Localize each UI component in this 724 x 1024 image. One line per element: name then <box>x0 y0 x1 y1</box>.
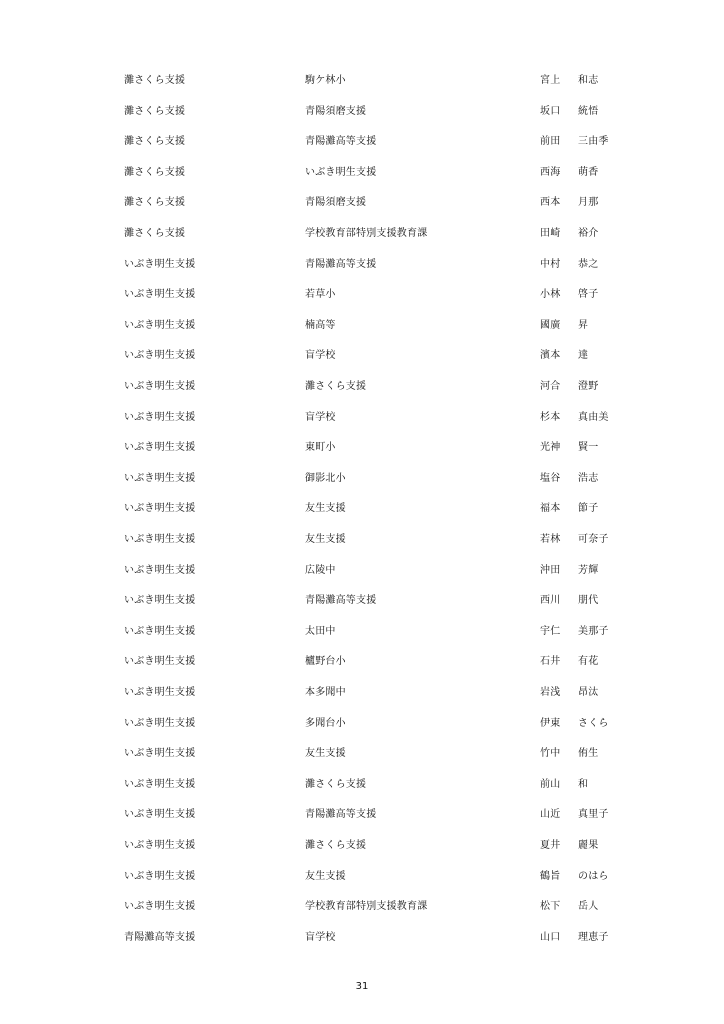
table-row <box>0 652 724 672</box>
new-assignment-cell: 友生支援 <box>305 534 346 545</box>
given-name-cell: 朋代 <box>578 595 599 607</box>
given-name-cell: 賢一 <box>578 442 599 454</box>
new-assignment-cell: 御影北小 <box>305 472 346 484</box>
previous-school-cell: いぶき明生支援 <box>124 840 196 851</box>
new-assignment-cell: 灘さくら支援 <box>305 778 367 790</box>
previous-school-cell: 灘さくら支援 <box>124 228 186 239</box>
table-row <box>0 377 724 397</box>
family-name-cell: 小林 <box>540 289 561 301</box>
table-row <box>0 836 724 856</box>
table-row <box>0 928 724 948</box>
given-name-cell: 澄野 <box>578 381 599 392</box>
previous-school-cell: いぶき明生支援 <box>124 289 196 301</box>
previous-school-cell: いぶき明生支援 <box>124 472 196 484</box>
given-name-cell: 侑生 <box>578 748 599 760</box>
given-name-cell: 浩志 <box>578 472 599 484</box>
previous-school-cell: 灘さくら支援 <box>124 166 186 178</box>
family-name-cell: 夏井 <box>540 840 561 851</box>
previous-school-cell: いぶき明生支援 <box>124 381 196 392</box>
table-row <box>0 255 724 275</box>
given-name-cell: 麗果 <box>578 840 599 851</box>
table-row <box>0 438 724 458</box>
family-name-cell: 石井 <box>540 656 561 668</box>
table-row <box>0 530 724 550</box>
given-name-cell: 裕介 <box>578 228 599 239</box>
previous-school-cell: いぶき明生支援 <box>124 350 196 362</box>
given-name-cell: 有花 <box>578 656 599 668</box>
given-name-cell: 理恵子 <box>578 931 609 943</box>
family-name-cell: 河合 <box>540 381 561 392</box>
table-row <box>0 285 724 305</box>
table-row <box>0 316 724 336</box>
given-name-cell: 萌香 <box>578 166 599 178</box>
previous-school-cell: 灘さくら支援 <box>124 75 186 86</box>
table-row <box>0 561 724 581</box>
given-name-cell: 岳人 <box>578 901 599 913</box>
table-row <box>0 193 724 213</box>
previous-school-cell: いぶき明生支援 <box>124 687 196 698</box>
family-name-cell: 坂口 <box>540 105 561 117</box>
new-assignment-cell: 若草小 <box>305 289 336 301</box>
table-row <box>0 744 724 764</box>
family-name-cell: 岩浅 <box>540 687 561 698</box>
family-name-cell: 西海 <box>540 166 561 178</box>
family-name-cell: 山近 <box>540 809 561 821</box>
new-assignment-cell: 駒ケ林小 <box>305 75 346 86</box>
previous-school-cell: いぶき明生支援 <box>124 319 196 331</box>
family-name-cell: 光神 <box>540 442 561 454</box>
new-assignment-cell: 友生支援 <box>305 870 346 882</box>
family-name-cell: 山口 <box>540 931 561 943</box>
previous-school-cell: いぶき明生支援 <box>124 503 196 515</box>
given-name-cell: 三由季 <box>578 136 609 148</box>
given-name-cell: さくら <box>578 717 609 729</box>
family-name-cell: 宮上 <box>540 75 561 86</box>
table-row <box>0 499 724 519</box>
family-name-cell: 杉本 <box>540 411 561 423</box>
new-assignment-cell: 青陽灘高等支援 <box>305 595 377 607</box>
new-assignment-cell: 青陽灘高等支援 <box>305 258 377 270</box>
previous-school-cell: いぶき明生支援 <box>124 442 196 454</box>
given-name-cell: 達 <box>578 350 589 362</box>
new-assignment-cell: 友生支援 <box>305 748 346 760</box>
new-assignment-cell: 楠高等 <box>305 319 336 331</box>
family-name-cell: 濱本 <box>540 350 561 362</box>
given-name-cell: 統悟 <box>578 105 599 117</box>
given-name-cell: 啓子 <box>578 289 599 301</box>
page-number: 31 <box>355 981 369 992</box>
table-row <box>0 683 724 703</box>
family-name-cell: 田崎 <box>540 228 561 239</box>
family-name-cell: 國廣 <box>540 319 561 331</box>
new-assignment-cell: 太田中 <box>305 625 336 637</box>
table-row <box>0 714 724 734</box>
previous-school-cell: 青陽灘高等支援 <box>124 931 196 943</box>
previous-school-cell: いぶき明生支援 <box>124 411 196 423</box>
previous-school-cell: いぶき明生支援 <box>124 595 196 607</box>
previous-school-cell: 灘さくら支援 <box>124 105 186 117</box>
given-name-cell: 真里子 <box>578 809 609 821</box>
family-name-cell: 西本 <box>540 197 561 209</box>
table-row <box>0 775 724 795</box>
family-name-cell: 鶴旨 <box>540 870 561 882</box>
table-row <box>0 867 724 887</box>
previous-school-cell: いぶき明生支援 <box>124 534 196 545</box>
family-name-cell: 前山 <box>540 778 561 790</box>
new-assignment-cell: 盲学校 <box>305 350 336 362</box>
table-row <box>0 71 724 91</box>
previous-school-cell: 灘さくら支援 <box>124 136 186 148</box>
new-assignment-cell: 櫨野台小 <box>305 656 346 668</box>
new-assignment-cell: 盲学校 <box>305 931 336 943</box>
family-name-cell: 宇仁 <box>540 625 561 637</box>
previous-school-cell: いぶき明生支援 <box>124 748 196 760</box>
new-assignment-cell: 東町小 <box>305 442 336 454</box>
table-row <box>0 132 724 152</box>
table-row <box>0 591 724 611</box>
previous-school-cell: いぶき明生支援 <box>124 901 196 913</box>
new-assignment-cell: 青陽須磨支援 <box>305 105 367 117</box>
new-assignment-cell: 本多聞中 <box>305 687 346 698</box>
family-name-cell: 竹中 <box>540 748 561 760</box>
previous-school-cell: いぶき明生支援 <box>124 870 196 882</box>
given-name-cell: 真由美 <box>578 411 609 423</box>
given-name-cell: 芳輝 <box>578 564 599 576</box>
previous-school-cell: いぶき明生支援 <box>124 258 196 270</box>
given-name-cell: 月那 <box>578 197 599 209</box>
new-assignment-cell: 青陽須磨支援 <box>305 197 367 209</box>
given-name-cell: 和 <box>578 778 589 790</box>
family-name-cell: 西川 <box>540 595 561 607</box>
family-name-cell: 沖田 <box>540 564 561 576</box>
family-name-cell: 塩谷 <box>540 472 561 484</box>
new-assignment-cell: 青陽灘高等支援 <box>305 136 377 148</box>
given-name-cell: 昂汰 <box>578 687 599 698</box>
table-row <box>0 346 724 366</box>
new-assignment-cell: 多聞台小 <box>305 717 346 729</box>
given-name-cell: 可奈子 <box>578 534 609 545</box>
table-row <box>0 224 724 244</box>
new-assignment-cell: 灘さくら支援 <box>305 840 367 851</box>
new-assignment-cell: 青陽灘高等支援 <box>305 809 377 821</box>
family-name-cell: 前田 <box>540 136 561 148</box>
family-name-cell: 中村 <box>540 258 561 270</box>
table-row <box>0 469 724 489</box>
new-assignment-cell: 学校教育部特別支援教育課 <box>305 228 428 239</box>
family-name-cell: 福本 <box>540 503 561 515</box>
table-row <box>0 622 724 642</box>
given-name-cell: のはら <box>578 870 609 882</box>
given-name-cell: 節子 <box>578 503 599 515</box>
new-assignment-cell: 友生支援 <box>305 503 346 515</box>
previous-school-cell: 灘さくら支援 <box>124 197 186 209</box>
new-assignment-cell: 灘さくら支援 <box>305 381 367 392</box>
family-name-cell: 若林 <box>540 534 561 545</box>
new-assignment-cell: いぶき明生支援 <box>305 166 377 178</box>
table-row <box>0 897 724 917</box>
new-assignment-cell: 盲学校 <box>305 411 336 423</box>
previous-school-cell: いぶき明生支援 <box>124 778 196 790</box>
new-assignment-cell: 広陵中 <box>305 564 336 576</box>
table-row <box>0 805 724 825</box>
table-row <box>0 408 724 428</box>
table-row <box>0 102 724 122</box>
previous-school-cell: いぶき明生支援 <box>124 656 196 668</box>
given-name-cell: 美那子 <box>578 625 609 637</box>
given-name-cell: 恭之 <box>578 258 599 270</box>
family-name-cell: 松下 <box>540 901 561 913</box>
previous-school-cell: いぶき明生支援 <box>124 625 196 637</box>
new-assignment-cell: 学校教育部特別支援教育課 <box>305 901 428 913</box>
previous-school-cell: いぶき明生支援 <box>124 809 196 821</box>
family-name-cell: 伊東 <box>540 717 561 729</box>
table-row <box>0 163 724 183</box>
previous-school-cell: いぶき明生支援 <box>124 717 196 729</box>
given-name-cell: 和志 <box>578 75 599 86</box>
previous-school-cell: いぶき明生支援 <box>124 564 196 576</box>
given-name-cell: 昇 <box>578 319 589 331</box>
